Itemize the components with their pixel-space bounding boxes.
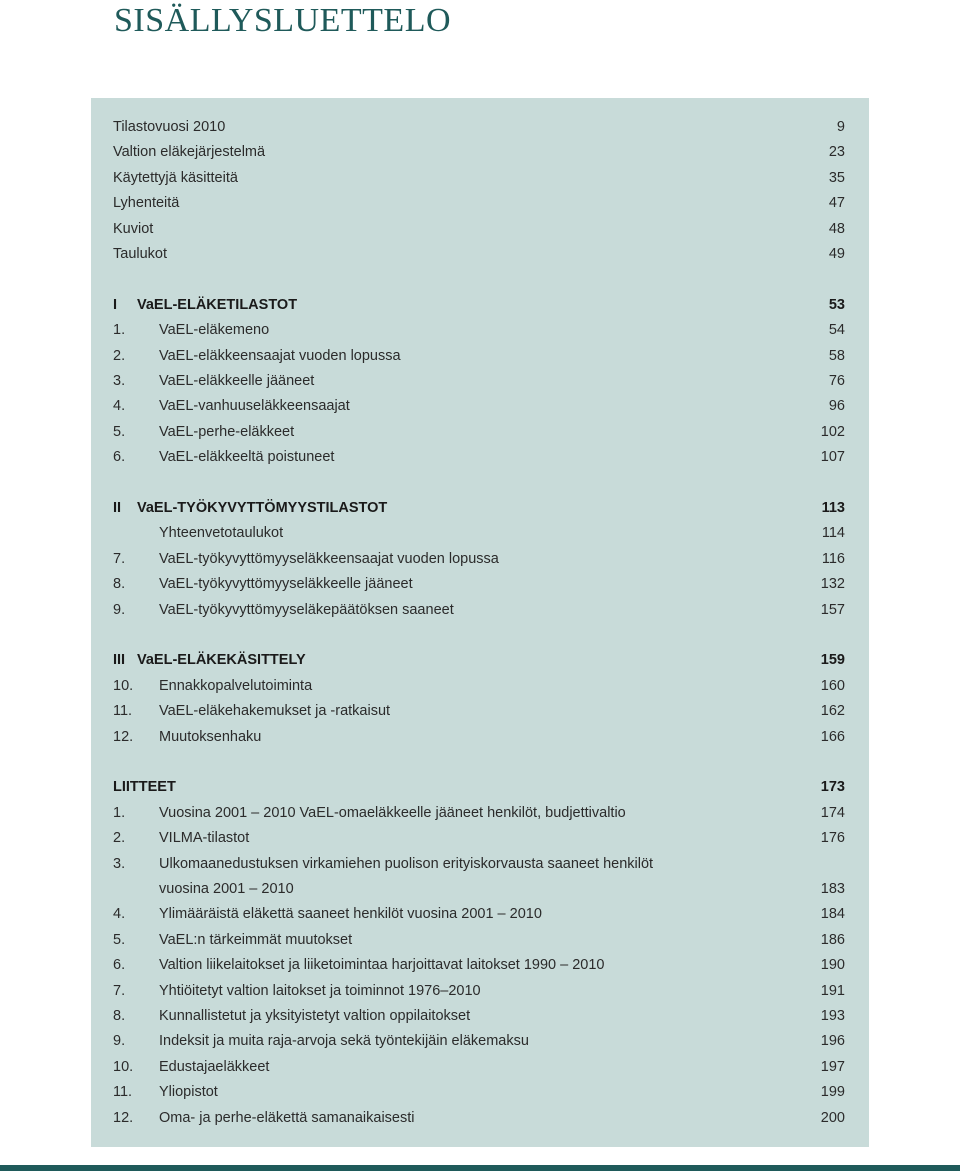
toc-section-page: 159 (820, 652, 845, 669)
toc-entry (113, 318, 845, 343)
toc-entry-page: 162 (820, 703, 845, 720)
toc-entry (113, 674, 845, 699)
toc-entry (113, 369, 845, 394)
toc-entry-page: 191 (820, 982, 845, 999)
toc-entry-page: 114 (821, 525, 845, 542)
toc-entry-page: 116 (821, 550, 845, 567)
toc-entry-page: 166 (820, 728, 845, 745)
toc-entry-page: 176 (820, 830, 845, 847)
toc-entry (113, 547, 845, 572)
toc-entry-page: 49 (828, 246, 845, 262)
toc-entry (113, 928, 845, 953)
toc-entry (113, 877, 845, 902)
toc-entry-title: VaEL-vanhuuseläkkeensaajat (159, 398, 350, 415)
toc-entry-page: 9 (836, 119, 845, 135)
toc-entry-page: 47 (828, 195, 845, 212)
toc-entry (113, 344, 845, 369)
toc-entry-number: 3. (113, 373, 126, 389)
toc-entry-title: Edustajaeläkkeet (159, 1058, 270, 1075)
toc-entry-number: 8. (113, 576, 126, 593)
toc-section-title: VaEL-ELÄKETILASTOT (137, 296, 298, 313)
toc-entry-number: 1. (113, 804, 126, 821)
toc-entry-number: 4. (113, 398, 126, 415)
toc-entry (113, 140, 845, 165)
toc-entry (113, 394, 845, 419)
toc-entry (113, 953, 845, 978)
toc-entry-title: VaEL-eläkkeensaajat vuoden lopussa (159, 347, 401, 364)
toc-entry-title: Kuviot (113, 220, 154, 237)
toc-section-heading (113, 648, 845, 673)
toc-entry-title: Valtion eläkejärjestelmä (113, 144, 266, 161)
toc-entry-number: 1. (113, 322, 126, 339)
toc-entry (113, 725, 845, 750)
toc-entry-page: 184 (820, 906, 845, 923)
toc-entry-page: 174 (820, 804, 845, 821)
toc-entry-title: vuosina 2001 – 2010 (159, 881, 294, 897)
toc-entry-title: Kunnallistetut ja yksityistetyt valtion oppilaitokset (159, 1008, 471, 1024)
toc-entry-number: 6. (113, 957, 126, 974)
toc-section-roman: I (113, 296, 118, 313)
toc-entry-title: VaEL-eläkkeelle jääneet (159, 373, 315, 389)
toc-section-heading (113, 293, 845, 318)
toc-entry-number: 12. (113, 728, 134, 745)
toc-entry-number: 5. (113, 423, 126, 440)
toc-entry-number: 8. (113, 1008, 126, 1024)
toc-entry-title: VaEL-eläkemeno (159, 322, 270, 339)
toc-entry (113, 598, 845, 623)
toc-entry-page: 107 (820, 449, 845, 466)
toc-entry (113, 1106, 845, 1131)
toc-section-heading (113, 496, 845, 521)
toc-entry-number: 12. (113, 1109, 134, 1126)
page-title: SISÄLLYSLUETTELO (114, 2, 452, 39)
toc-entry (113, 242, 845, 267)
toc-entry-page: 96 (828, 398, 845, 415)
toc-entry-page: 199 (820, 1084, 845, 1101)
toc-entry (113, 902, 845, 927)
toc-section-roman: II (113, 500, 122, 516)
toc-entry (113, 521, 845, 546)
toc-entry-number: 11. (113, 703, 133, 720)
toc-entry (113, 979, 845, 1004)
toc-entry-page: 54 (828, 322, 845, 339)
toc-entry-page: 196 (820, 1033, 845, 1050)
toc-entry (113, 826, 845, 851)
toc-section-page: 113 (821, 500, 845, 516)
toc-entry-page: 35 (828, 169, 845, 186)
toc-section-page: 53 (828, 296, 845, 313)
toc-entry-title: VILMA-tilastot (159, 830, 250, 847)
toc-entry-number: 3. (113, 855, 126, 872)
toc-entry (113, 217, 845, 242)
toc-entry-page: 157 (820, 601, 845, 618)
toc-entry (113, 445, 845, 470)
toc-entry-number: 7. (113, 982, 126, 999)
toc-entry-number: 2. (113, 347, 126, 364)
toc-section-page: 173 (820, 779, 845, 796)
toc-entry (113, 166, 845, 191)
toc-entry-title: Vuosina 2001 – 2010 VaEL-omaeläkkeelle jääneet henkilöt, budjettivaltio (159, 804, 626, 821)
toc-entry (113, 191, 845, 216)
toc-entry (113, 801, 845, 826)
toc-section-title: LIITTEET (113, 779, 176, 796)
toc-entry-title: Oma- ja perhe-eläkettä samanaikaisesti (159, 1109, 415, 1126)
toc-entry-title: Yliopistot (159, 1084, 218, 1101)
toc-entry-title: Käytettyjä käsitteitä (113, 169, 238, 186)
toc-entry-title: VaEL:n tärkeimmät muutokset (159, 931, 353, 948)
toc-entry-page: 200 (820, 1109, 845, 1126)
toc-entry-page: 23 (828, 144, 845, 161)
toc-entry-number: 9. (113, 601, 126, 618)
toc-section-title: VaEL-ELÄKEKÄSITTELY (137, 652, 306, 669)
toc-entry-number: 10. (113, 677, 134, 694)
toc-entry-number: 4. (113, 906, 126, 923)
toc-entry-number: 9. (113, 1033, 126, 1050)
toc-entry-page: 132 (820, 576, 845, 593)
toc-entry-title: Ulkomaanedustuksen virkamiehen puolison erityiskorvausta saaneet henkilöt (159, 855, 654, 872)
toc-entry (113, 1080, 845, 1105)
toc-entry-title: Ylimääräistä eläkettä saaneet henkilöt vuosina 2001 – 2010 (159, 906, 542, 923)
toc-entry (113, 699, 845, 724)
toc-panel (91, 98, 869, 1147)
toc-entry-page: 102 (820, 423, 845, 440)
toc-entry-page: 193 (820, 1008, 845, 1024)
toc-entry-page: 160 (820, 677, 845, 694)
toc-entry-page: 197 (820, 1058, 845, 1075)
toc-entry-title: Taulukot (113, 246, 168, 262)
toc-entry-page: 76 (828, 373, 845, 389)
toc-entry-title: VaEL-eläkehakemukset ja -ratkaisut (159, 703, 391, 720)
toc-section-title: VaEL-TYÖKYVYTTÖMYYSTILASTOT (137, 500, 388, 516)
bottom-rule (0, 1165, 960, 1171)
toc-section-heading (113, 775, 845, 800)
toc-entry (113, 1029, 845, 1054)
toc-entry-page: 58 (828, 347, 845, 364)
toc-entry (113, 1055, 845, 1080)
toc-entry-number: 2. (113, 830, 126, 847)
toc-entry-number: 6. (113, 449, 126, 466)
toc-entry-title: VaEL-työkyvyttömyyseläkkeensaajat vuoden lopussa (159, 550, 499, 567)
toc-entry-number: 5. (113, 931, 126, 948)
toc-entry-title: Yhteenvetotaulukot (159, 525, 284, 542)
toc-entry-title: VaEL-työkyvyttömyyseläkepäätöksen saaneet (159, 601, 454, 618)
toc-entry-page: 183 (820, 881, 845, 897)
toc-entry (113, 852, 845, 877)
toc-entry-title: VaEL-työkyvyttömyyseläkkeelle jääneet (159, 576, 413, 593)
toc-entry-title: Valtion liikelaitokset ja liiketoimintaa harjoittavat laitokset 1990 – 2010 (159, 957, 605, 974)
toc-entry-title: Lyhenteitä (113, 195, 180, 212)
toc-entry (113, 1004, 845, 1029)
toc-entry-title: VaEL-perhe-eläkkeet (159, 423, 295, 440)
toc-entry-page: 186 (820, 931, 845, 948)
toc-entry (113, 420, 845, 445)
toc-entry-page: 48 (828, 220, 845, 237)
toc-entry-title: Muutoksenhaku (159, 728, 262, 745)
toc-entry-title: Yhtiöitetyt valtion laitokset ja toiminnot 1976–2010 (159, 982, 481, 999)
toc-entry-number: 10. (113, 1058, 134, 1075)
toc-entry-title: Tilastovuosi 2010 (113, 119, 226, 135)
toc-entry-page: 190 (820, 957, 845, 974)
toc-entry-number: 11. (113, 1084, 133, 1101)
toc-section-roman: III (113, 652, 126, 669)
toc-entry (113, 115, 845, 140)
toc-entry-title: VaEL-eläkkeeltä poistuneet (159, 449, 335, 466)
toc-entry-title: Indeksit ja muita raja-arvoja sekä työntekijäin eläkemaksu (159, 1033, 529, 1050)
toc-entry (113, 572, 845, 597)
toc-entry-number: 7. (113, 550, 126, 567)
toc-entry-title: Ennakkopalvelutoiminta (159, 677, 313, 694)
